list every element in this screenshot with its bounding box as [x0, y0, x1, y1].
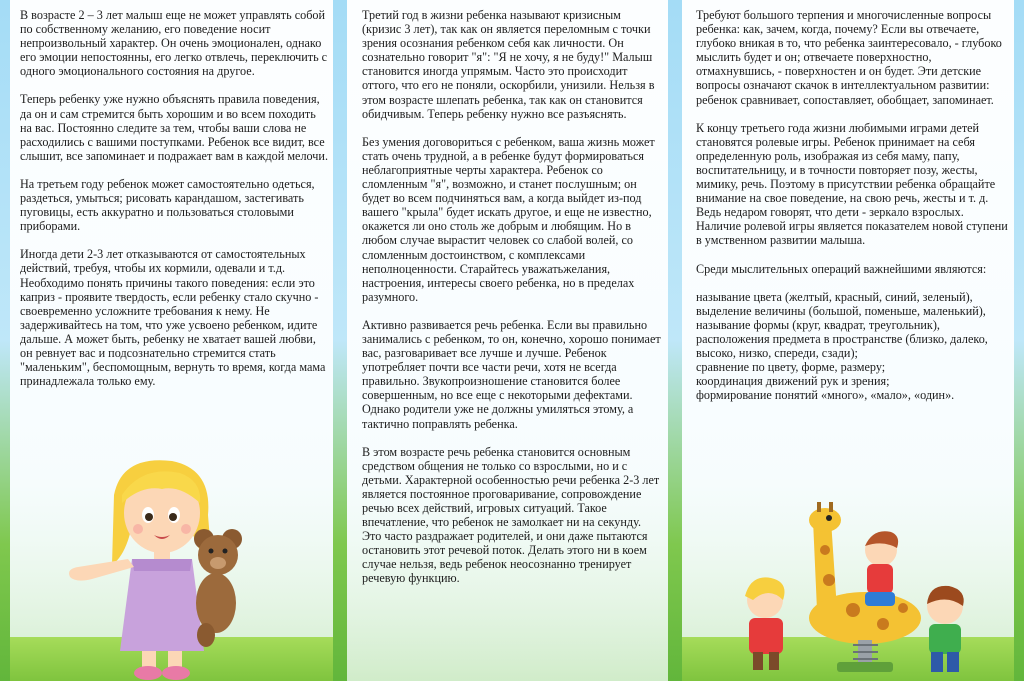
decorative-strip-middle-left	[333, 0, 347, 681]
giraffe-rocker-icon	[809, 502, 921, 672]
paragraph: Требуют большого терпения и многочисленные вопросы ребенка: как, зачем, когда, почему? Если вы отвечаете, глубоко вникая в то, что ребенка заинтересовало, - глубоко мыслить будет и он; отвечаете поверхностно, отмахнувшись, - поверхностен и он будет. Эти детские вопросы означают скачок в интеллектуальном развитии: ребенок сравнивает, сопоставляет, обобщает, запоминает.	[696, 8, 1002, 107]
column-1-text	[20, 8, 330, 388]
boy-riding-icon	[865, 531, 898, 606]
paragraph: К концу третьего года жизни любимыми играми детей становятся ролевые игры. Ребенок принимает на себя определенную роль, изображая из себя маму, папу, воспитательницу, и в точности повторяет позу, жесты, мимику, речь. Поэтому в присутствии ребенка обращайте внимание на свое поведение, на свою речь, жесты и т. д. Ведь недаром говорят, что дети - зеркало взрослых. Наличие ролевой игры является показателем новой ступени в умственном развитии малыша.	[696, 120, 1008, 248]
list-item: формирование понятий «много», «мало», «один».	[696, 388, 955, 403]
operations-list	[696, 290, 1008, 403]
list-item: сравнение по цвету, форме, размеру;	[696, 360, 886, 375]
list-item: называние цвета (желтый, красный, синий, зеленый),	[696, 289, 973, 304]
decorative-strip-right	[1014, 0, 1024, 681]
kids-playing-illustration	[733, 500, 983, 681]
list-item: координация движений рук и зрения;	[696, 374, 890, 389]
paragraph: Иногда дети 2-3 лет отказываются от самостоятельных действий, требуя, чтобы их кормили, одевали и т.д. Необходимо понять причины такого поведения: если это каприз - проявите твердость, если ребенку стало скучно - своевременно усложните требования к нему. Не задерживайтесь на том, что уже усвоено ребенком, идите дальше. А может быть, ребенку не хватает вашей любви, он ревнует вас и подсознательно стремится стать "маленьким", беспомощным, вернуть то время, когда мама принадлежала только ему.	[20, 247, 326, 389]
paragraph: Теперь ребенку уже нужно объяснять правила поведения, да он и сам стремится быть хорошим и во всем походить на вас. Постоянно следите за тем, чтобы ваши слова не расходились с вашими поступками. Ребенок все видит, все слышит, все запоминает и подражает вам в каждой мелочи.	[20, 92, 329, 163]
column-3-text	[696, 8, 1008, 402]
list-item: выделение величины (большой, поменьше, маленький),	[696, 303, 986, 318]
paragraph: Третий год в жизни ребенка называют кризисным (кризис 3 лет), так как он является переломным с точки зрения осознания ребенком себя как личности. Он сознательно говорит "я": "Я не хочу, я не буду!" Малыш становится иногда упрямым. Часто это происходит оттого, что его не поняли, оскорбили, унизили. Нельзя в этом возрасте шлепать ребенка, так как он становится обидчивым. Теперь ребенку нужно все разъяснять.	[362, 8, 655, 121]
paragraph: В этом возрасте речь ребенка становится основным средством общения не только со взрослыми, но и с детьми. Характерной особенностью речи ребенка 2-3 лет является постоянное проговаривание, сопровождение речью всех действий, игровых ситуаций. Такое впечатление, что ребенок не замолкает ни на секунду. Это часто раздражает родителей, и они даже пытаются остановить этот речевой поток. Делать этого ни в коем случае нельзя, ведь ребенок неосознанно тренирует речевую функцию.	[362, 444, 660, 586]
list-item: называние формы (круг, квадрат, треугольник), расположения предмета в пространстве (близко, далеко, высоко, низко, спереди, сзади);	[696, 317, 988, 360]
girl-icon	[745, 577, 785, 670]
paragraph: Активно развивается речь ребенка. Если вы правильно занимались с ребенком, то он, конечно, хорошо понимает вас, разговаривает все лучше и лучше. Ребенок употребляет почти все части речи, хотя не всегда правильно. Звукопроизношение становится более совершенным, но все еще с некоторыми дефектами. Однако родители уже не должны умиляться этому, а тактично поправлять ребенка.	[362, 317, 661, 431]
decorative-strip-middle-right	[668, 0, 682, 681]
teddy-bear-icon	[194, 529, 242, 647]
paragraph: В возрасте 2 – 3 лет малыш еще не может управлять собой по собственному желанию, его поведение носит непроизвольный характер. Он очень эмоционален, однако его эмоции непостоянны, его легко отвлечь, переключить с одного эмоционального состояния на другое.	[20, 8, 328, 79]
decorative-strip-left	[0, 0, 10, 681]
paragraph: На третьем году ребенок может самостоятельно одеться, раздеться, умыться; рисовать карандашом, застегивать пуговицы, есть аккуратно и пользоваться столовыми приборами.	[20, 176, 315, 234]
girl-with-teddy-illustration	[62, 455, 262, 681]
paragraph: Без умения договориться с ребенком, ваша жизнь может стать очень трудной, а в ребенке будут формироваться неблагоприятные черты характера. Ребенок со сломленным "я", возможно, и станет послушным; он будет во всем подчиняться вам, а когда выйдет из-под вашего "крыла" будет искать другое, и еще не известно, окажется ли оно столь же добрым и любящим. Но в любом случае вырастит человек со слабой волей, со сломленным достоинством, с комплексами неполноценности. Старайтесь уважатьжелания, настроения, интересы своего ребенка, но в пределах разумного.	[362, 134, 655, 304]
column-2-text	[362, 8, 662, 586]
boy-icon	[927, 586, 964, 672]
paragraph: Среди мыслительных операций важнейшими являются:	[696, 261, 987, 276]
